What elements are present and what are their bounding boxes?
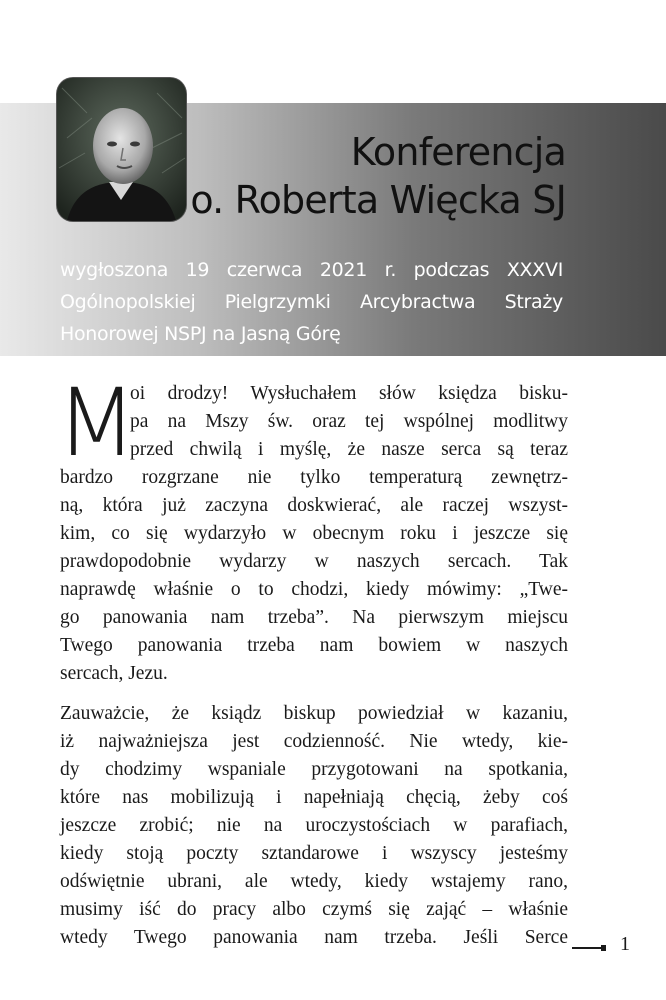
conference-subtitle	[60, 254, 563, 350]
text-line: go panowania nam trzeba”. Na pierwszym miejscu	[60, 607, 568, 628]
title-line: Konferencja	[350, 130, 566, 174]
page-number: 1	[620, 933, 630, 955]
subtitle-line: Honorowej NSPJ na Jasną Górę	[60, 323, 341, 345]
text-line: ną, która już zaczyna doskwierać, ale raczej wszyst-	[60, 495, 568, 516]
text-line: prawdopodobnie wydarzy w naszych sercach. Tak	[60, 551, 568, 572]
title-line: o. Roberta Więcka SJ	[190, 178, 566, 222]
drop-cap: M	[56, 369, 138, 478]
text-line: musimy iść do pracy albo czymś się zająć – właśnie	[60, 899, 568, 920]
text-line: które nas mobilizują i napełniają chęcią, żeby coś	[60, 787, 568, 808]
text-line: naprawdę właśnie o to chodzi, kiedy mówimy: „Twe-	[60, 579, 568, 600]
subtitle-line: wygłoszona 19 czerwca 2021 r. podczas XXXVI	[60, 259, 563, 281]
paragraph	[56, 369, 568, 688]
footer-rule	[572, 947, 604, 949]
text-line: kiedy stoją poczty sztandarowe i wszyscy jesteśmy	[60, 843, 568, 864]
conference-title	[146, 128, 566, 224]
text-line: dy chodzimy wspaniale przygotowani na spotkania,	[60, 759, 568, 780]
footer-arrow-icon	[601, 945, 606, 951]
article-body	[56, 369, 568, 952]
subtitle-line: Ogólnopolskiej Pielgrzymki Arcybractwa Straży	[60, 291, 563, 313]
paragraph	[60, 700, 568, 952]
text-line: oi drodzy! Wysłuchałem słów księdza bisku-	[130, 383, 568, 404]
text-line: pa na Mszy św. oraz tej wspólnej modlitwy	[130, 411, 568, 432]
text-line: odświętnie ubrani, ale wtedy, kiedy wstajemy rano,	[60, 871, 568, 892]
text-line: wtedy Twego panowania nam trzeba. Jeśli Serce	[60, 927, 568, 948]
text-line: przed chwilą i myślę, że nasze serca są teraz	[130, 439, 568, 460]
text-line: kim, co się wydarzyło w obecnym roku i jeszcze się	[60, 523, 568, 544]
text-line: bardzo rozgrzane nie tylko temperaturą zewnętrz-	[60, 467, 568, 488]
text-line: Zauważcie, że ksiądz biskup powiedział w kazaniu,	[60, 703, 568, 724]
text-line: iż najważniejsza jest codzienność. Nie wtedy, kie-	[60, 731, 568, 752]
text-line: Twego panowania trzeba nam bowiem w naszych	[60, 635, 568, 656]
text-line: sercach, Jezu.	[60, 663, 168, 684]
text-line: jeszcze zrobić; nie na uroczystościach w parafiach,	[60, 815, 568, 836]
